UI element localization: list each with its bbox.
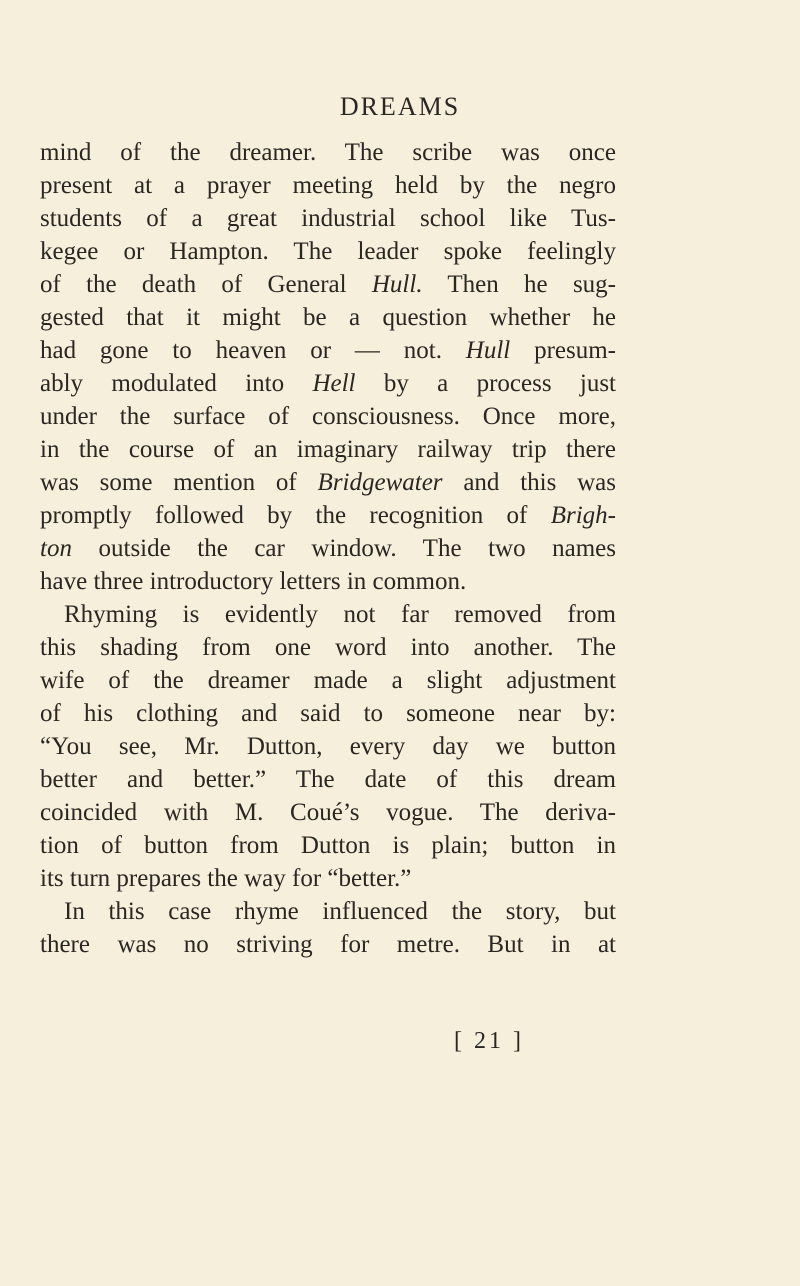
text-segment: coincided with M. Coué’s vogue. The deriva- bbox=[40, 799, 616, 826]
text-line bbox=[40, 829, 616, 862]
text-line bbox=[40, 235, 616, 268]
text-line bbox=[40, 862, 616, 895]
italic-text: Bridgewater bbox=[317, 469, 443, 496]
text-line bbox=[40, 268, 616, 301]
text-segment: gested that it might be a question whether he bbox=[40, 304, 616, 331]
text-line bbox=[40, 301, 616, 334]
text-segment: Then he sug- bbox=[422, 271, 616, 298]
text-line bbox=[40, 169, 616, 202]
text-segment: have three introductory letters in common. bbox=[40, 568, 467, 595]
text-line bbox=[40, 895, 616, 928]
text-line bbox=[40, 466, 616, 499]
text-line bbox=[40, 730, 616, 763]
body-text bbox=[40, 136, 616, 961]
text-line bbox=[40, 400, 616, 433]
text-segment: under the surface of consciousness. Once more, bbox=[40, 403, 616, 430]
text-line bbox=[40, 598, 616, 631]
text-line bbox=[40, 664, 616, 697]
italic-text: Hull. bbox=[371, 271, 423, 298]
italic-text: ton bbox=[40, 535, 72, 562]
text-segment: this shading from one word into another. The bbox=[40, 634, 616, 661]
running-head: DREAMS bbox=[339, 92, 461, 121]
text-segment: In this case rhyme influenced the story, but bbox=[64, 898, 616, 925]
text-segment: “You see, Mr. Dutton, every day we button bbox=[40, 733, 616, 760]
text-segment: was some mention of bbox=[40, 469, 318, 496]
italic-text: Brigh- bbox=[550, 502, 616, 529]
text-segment: in the course of an imaginary railway trip there bbox=[40, 436, 616, 463]
text-line bbox=[40, 367, 616, 400]
text-line bbox=[40, 631, 616, 664]
text-line bbox=[40, 697, 616, 730]
text-segment: Rhyming is evidently not far removed from bbox=[64, 601, 616, 628]
text-line bbox=[40, 928, 616, 961]
text-segment: there was no striving for metre. But in at bbox=[40, 931, 616, 958]
text-segment: tion of button from Dutton is plain; button in bbox=[40, 832, 616, 859]
text-segment: promptly followed by the recognition of bbox=[40, 502, 551, 529]
text-segment: better and better.” The date of this dream bbox=[40, 766, 616, 793]
text-segment: presum- bbox=[510, 337, 617, 364]
text-line bbox=[40, 499, 616, 532]
text-segment: ably modulated into bbox=[40, 370, 313, 397]
text-line bbox=[40, 202, 616, 235]
italic-text: Hull bbox=[465, 337, 511, 364]
text-line bbox=[40, 433, 616, 466]
text-line bbox=[40, 796, 616, 829]
text-line bbox=[40, 136, 616, 169]
text-line bbox=[40, 565, 616, 598]
text-line bbox=[40, 334, 616, 367]
text-segment: wife of the dreamer made a slight adjustment bbox=[40, 667, 616, 694]
text-segment: outside the car window. The two names bbox=[71, 535, 616, 562]
text-segment: present at a prayer meeting held by the negro bbox=[40, 172, 616, 199]
text-segment: had gone to heaven or — not. bbox=[40, 337, 466, 364]
text-segment: its turn prepares the way for “better.” bbox=[40, 865, 412, 892]
text-segment: mind of the dreamer. The scribe was once bbox=[40, 139, 616, 166]
text-segment: and this was bbox=[442, 469, 616, 496]
text-segment: of the death of General bbox=[40, 271, 372, 298]
text-line bbox=[40, 763, 616, 796]
page-number: [ 21 ] bbox=[454, 1028, 524, 1054]
text-segment: of his clothing and said to someone near by: bbox=[40, 700, 616, 727]
text-segment: kegee or Hampton. The leader spoke feelingly bbox=[40, 238, 616, 265]
text-segment: by a process just bbox=[355, 370, 616, 397]
italic-text: Hell bbox=[312, 370, 356, 397]
text-line bbox=[40, 532, 616, 565]
text-segment: students of a great industrial school like Tus- bbox=[40, 205, 616, 232]
